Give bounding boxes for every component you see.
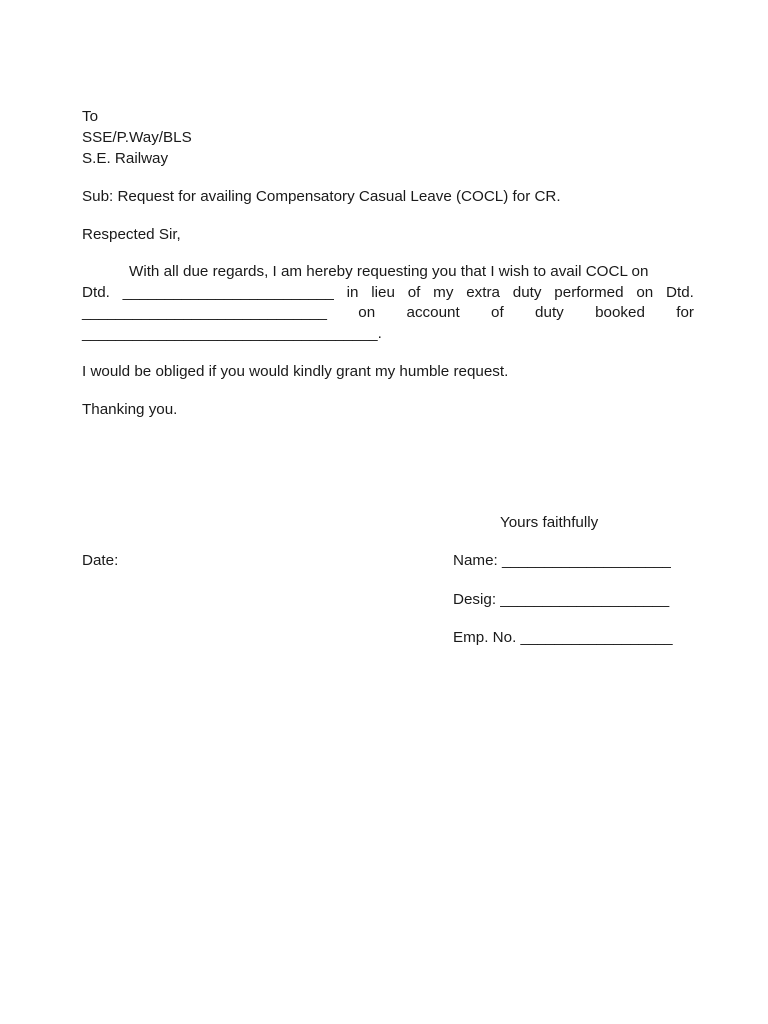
date-blank: _____________________________ <box>82 304 327 321</box>
salutation: Respected Sir, <box>82 226 181 243</box>
body-word: of <box>491 304 504 321</box>
body-word: extra <box>466 284 500 301</box>
body-word: on <box>358 304 376 321</box>
body-line-1: With all due regards, I am hereby requesting you that I wish to avail COCL on <box>129 263 649 280</box>
date-label: Date: <box>82 552 119 569</box>
designation-field: Desig: ____________________ <box>453 591 670 608</box>
body-word: duty <box>535 304 564 321</box>
body-word: on <box>636 284 654 301</box>
date-blank: _________________________ <box>122 284 334 301</box>
recipient-organization: S.E. Railway <box>82 150 169 167</box>
body-word: duty <box>512 284 542 301</box>
body-line-4: ___________________________________. <box>82 325 382 342</box>
body-word: of <box>407 284 421 301</box>
body-word: for <box>676 304 694 321</box>
obliged-sentence: I would be obliged if you would kindly grant my humble request. <box>82 363 509 380</box>
body-word: my <box>433 284 454 301</box>
body-word: Dtd. <box>82 284 110 301</box>
body-word: Dtd. <box>666 284 694 301</box>
thanking-line: Thanking you. <box>82 401 178 418</box>
name-field: Name: ____________________ <box>453 552 671 569</box>
employee-number-field: Emp. No. __________________ <box>453 629 673 646</box>
body-word: booked <box>595 304 645 321</box>
body-word: in <box>346 284 359 301</box>
closing-phrase: Yours faithfully <box>500 514 599 531</box>
body-line-2 <box>82 283 694 303</box>
body-word: lieu <box>371 284 395 301</box>
subject-line: Sub: Request for availing Compensatory Casual Leave (COCL) for CR. <box>82 188 561 205</box>
body-word: account <box>406 304 460 321</box>
recipient-designation: SSE/P.Way/BLS <box>82 129 192 146</box>
body-word: performed <box>554 284 624 301</box>
body-line-3 <box>82 303 694 323</box>
to-label: To <box>82 108 99 125</box>
